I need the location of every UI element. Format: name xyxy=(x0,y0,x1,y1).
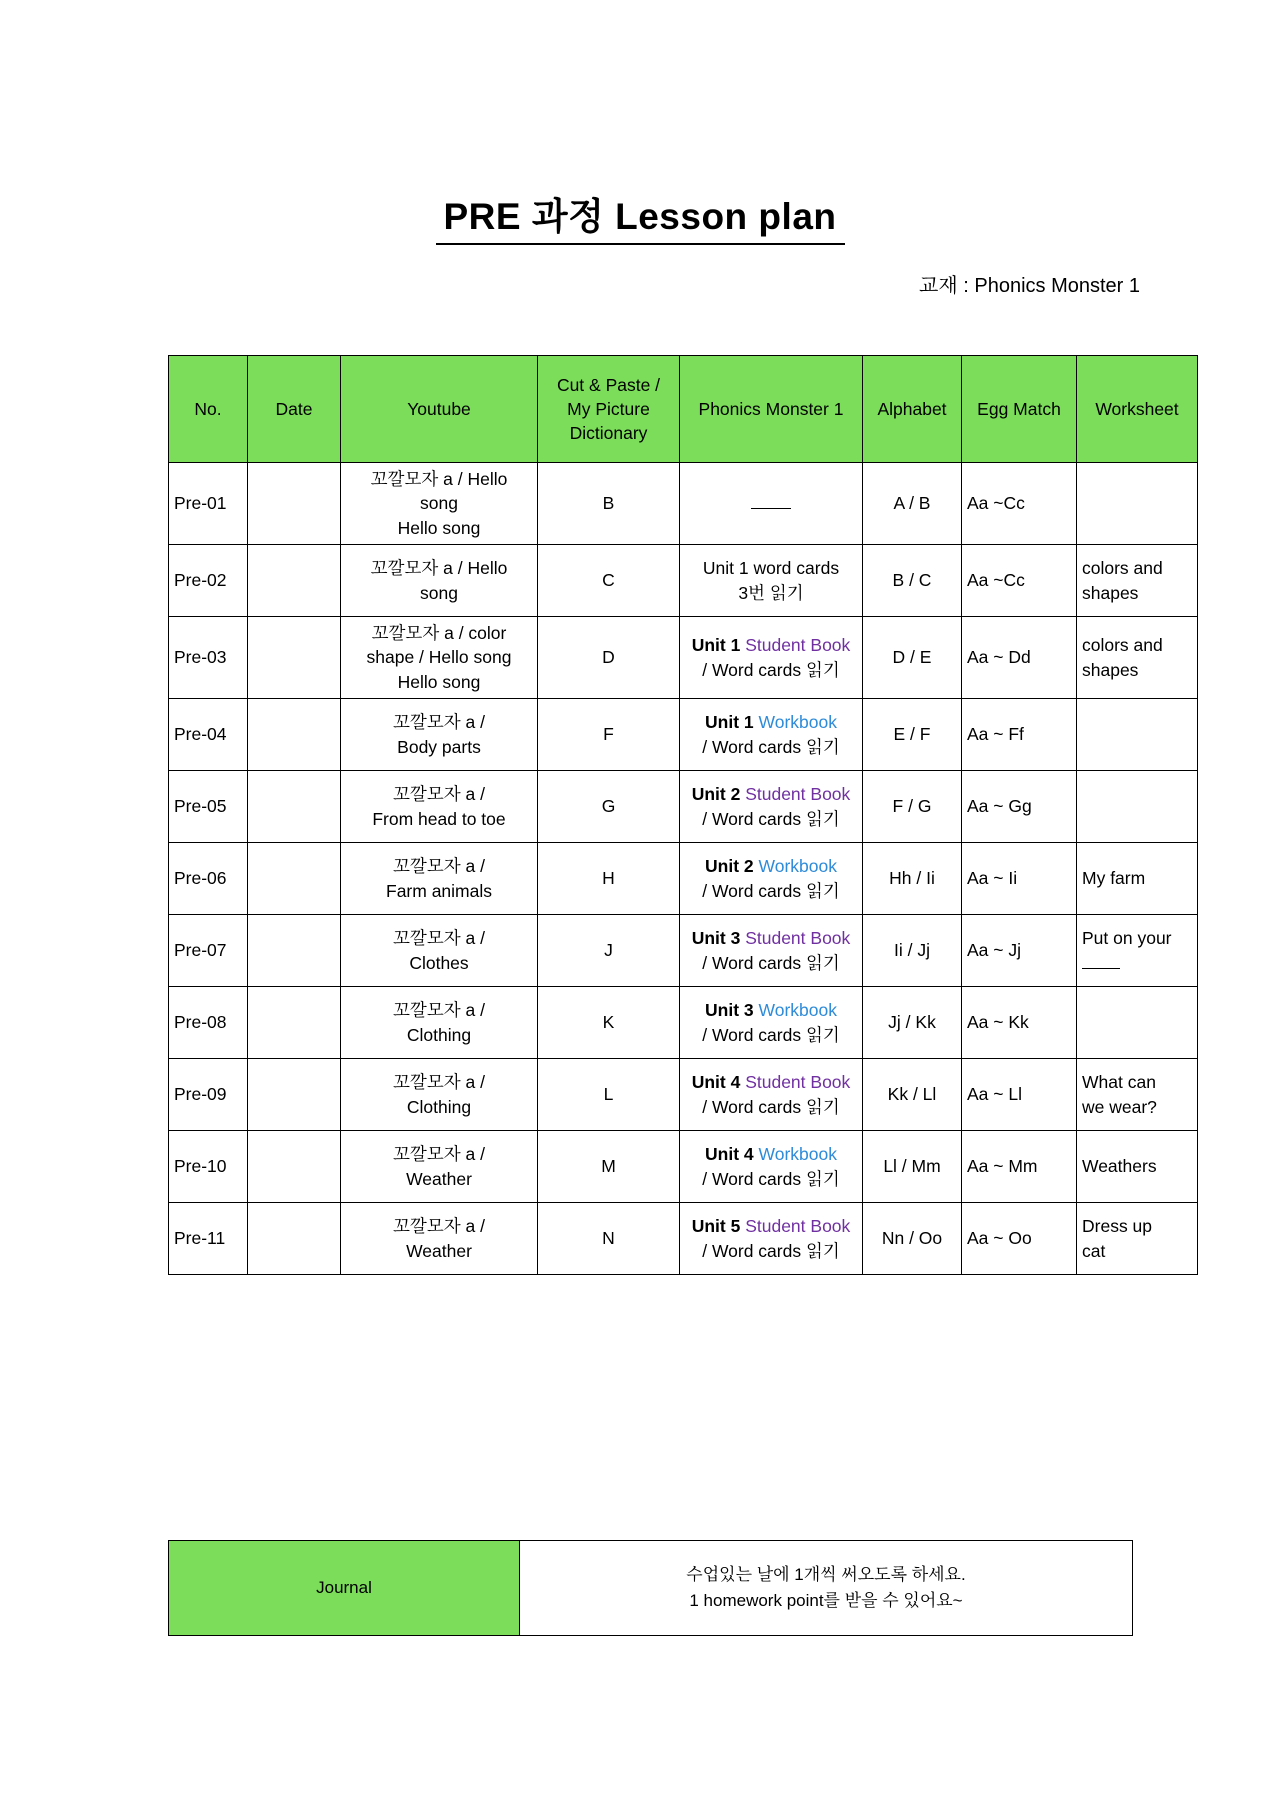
cell-date[interactable] xyxy=(248,617,341,699)
table-row xyxy=(169,771,1198,843)
worksheet-line1: Put on your xyxy=(1082,928,1172,949)
cell-cut-paste: G xyxy=(538,771,680,843)
cell-worksheet xyxy=(1077,617,1198,699)
lesson-plan-table-container xyxy=(168,355,1179,1275)
youtube-line: 꼬깔모자 a / xyxy=(393,1216,485,1237)
table-row xyxy=(169,699,1198,771)
phonics-wordcards-label: / Word cards 읽기 xyxy=(702,1024,840,1045)
youtube-line: Body parts xyxy=(397,736,481,757)
phonics-book-label: Student Book xyxy=(745,784,851,805)
cell-date[interactable] xyxy=(248,1059,341,1131)
cell-cut-paste: L xyxy=(538,1059,680,1131)
table-row xyxy=(169,1131,1198,1203)
youtube-line: song xyxy=(420,582,458,603)
cell-no: Pre-04 xyxy=(169,699,248,771)
lesson-plan-table xyxy=(168,355,1198,1275)
youtube-line: song xyxy=(420,493,458,514)
table-row xyxy=(169,463,1198,545)
phonics-book-label: Student Book xyxy=(745,1072,851,1093)
cell-date[interactable] xyxy=(248,987,341,1059)
phonics-wordcards-label: / Word cards 읽기 xyxy=(702,808,840,829)
youtube-line: Hello song xyxy=(397,517,481,538)
phonics-book-label: Workbook xyxy=(758,1000,837,1021)
cell-cut-paste: B xyxy=(538,463,680,545)
textbook-subtitle: 교재 : Phonics Monster 1 xyxy=(919,274,1140,297)
cell-no: Pre-09 xyxy=(169,1059,248,1131)
cell-cut-paste: F xyxy=(538,699,680,771)
cell-date[interactable] xyxy=(248,1203,341,1275)
cell-alphabet: Nn / Oo xyxy=(863,1203,962,1275)
cell-cut-paste: J xyxy=(538,915,680,987)
youtube-line: 꼬깔모자 a / color xyxy=(371,623,507,644)
cell-egg-match: Aa ~ Dd xyxy=(962,617,1077,699)
cell-worksheet xyxy=(1077,771,1198,843)
phonics-book-label: Student Book xyxy=(745,928,851,949)
phonics-wordcards-label: / Word cards 읽기 xyxy=(702,1168,840,1189)
worksheet-line1: Dress up xyxy=(1082,1216,1153,1237)
phonics-book-label: Student Book xyxy=(745,1216,851,1237)
phonics-unit-label: Unit 3 xyxy=(691,928,741,949)
blank-fill-line xyxy=(751,499,791,509)
phonics-book-label: Student Book xyxy=(745,635,851,656)
youtube-line: 꼬깔모자 a / xyxy=(393,856,485,877)
table-row xyxy=(169,1059,1198,1131)
phonics-book-label: Workbook xyxy=(758,1144,837,1165)
cell-worksheet xyxy=(1077,463,1198,545)
phonics-unit-label: Unit 4 xyxy=(705,1144,754,1165)
cell-phonics-monster xyxy=(680,1059,863,1131)
table-row xyxy=(169,987,1198,1059)
cell-no: Pre-06 xyxy=(169,843,248,915)
header-cut-paste-line2: My Picture xyxy=(567,398,650,419)
cell-alphabet: D / E xyxy=(863,617,962,699)
header-row xyxy=(169,356,1198,463)
cell-egg-match: Aa ~Cc xyxy=(962,545,1077,617)
cell-youtube xyxy=(341,1203,538,1275)
cell-alphabet: B / C xyxy=(863,545,962,617)
cell-date[interactable] xyxy=(248,699,341,771)
youtube-line: Weather xyxy=(406,1240,472,1261)
worksheet-line2: cat xyxy=(1082,1240,1106,1261)
cell-worksheet xyxy=(1077,915,1198,987)
cell-alphabet: Kk / Ll xyxy=(863,1059,962,1131)
phonics-unit-label: Unit 4 xyxy=(691,1072,741,1093)
phonics-line2: 3번 읽기 xyxy=(738,582,804,603)
cell-youtube xyxy=(341,463,538,545)
cell-date[interactable] xyxy=(248,545,341,617)
page-title: PRE 과정 Lesson plan xyxy=(436,196,845,245)
cell-cut-paste: K xyxy=(538,987,680,1059)
phonics-wordcards-label: / Word cards 읽기 xyxy=(702,1240,840,1261)
cell-egg-match: Aa ~ Oo xyxy=(962,1203,1077,1275)
cell-alphabet: Ii / Jj xyxy=(863,915,962,987)
phonics-wordcards-label: / Word cards 읽기 xyxy=(702,1096,840,1117)
cell-worksheet xyxy=(1077,843,1198,915)
header-cut-paste xyxy=(538,356,680,463)
cell-youtube xyxy=(341,545,538,617)
cell-egg-match: Aa ~ Ii xyxy=(962,843,1077,915)
cell-alphabet: A / B xyxy=(863,463,962,545)
worksheet-line1: My farm xyxy=(1082,868,1146,889)
cell-no: Pre-01 xyxy=(169,463,248,545)
table-header xyxy=(169,356,1198,463)
youtube-line: 꼬깔모자 a / Hello xyxy=(370,558,508,579)
table-row xyxy=(169,1203,1198,1275)
cell-egg-match: Aa ~ Mm xyxy=(962,1131,1077,1203)
cell-cut-paste: H xyxy=(538,843,680,915)
youtube-line: 꼬깔모자 a / xyxy=(393,1000,485,1021)
phonics-wordcards-label: / Word cards 읽기 xyxy=(702,952,840,973)
youtube-line: 꼬깔모자 a / Hello xyxy=(370,469,508,490)
cell-alphabet: Jj / Kk xyxy=(863,987,962,1059)
cell-no: Pre-08 xyxy=(169,987,248,1059)
cell-no: Pre-05 xyxy=(169,771,248,843)
phonics-wordcards-label: / Word cards 읽기 xyxy=(702,659,840,680)
cell-alphabet: F / G xyxy=(863,771,962,843)
cell-egg-match: Aa ~ Gg xyxy=(962,771,1077,843)
header-date: Date xyxy=(248,356,341,463)
worksheet-line2: shapes xyxy=(1082,582,1139,603)
table-body xyxy=(169,463,1198,1275)
cell-alphabet: Ll / Mm xyxy=(863,1131,962,1203)
header-cut-paste-line3: Dictionary xyxy=(569,423,648,444)
cell-phonics-monster xyxy=(680,915,863,987)
table-row xyxy=(169,545,1198,617)
cell-no: Pre-03 xyxy=(169,617,248,699)
journal-label: Journal xyxy=(169,1541,520,1636)
cell-youtube xyxy=(341,617,538,699)
cell-cut-paste: D xyxy=(538,617,680,699)
phonics-unit-label: Unit 2 xyxy=(705,856,754,877)
cell-date[interactable] xyxy=(248,843,341,915)
youtube-line: shape / Hello song xyxy=(366,647,512,668)
youtube-line: Clothing xyxy=(406,1096,472,1117)
cell-cut-paste: M xyxy=(538,1131,680,1203)
table-row xyxy=(169,617,1198,699)
youtube-line: From head to toe xyxy=(372,808,506,829)
cell-no: Pre-07 xyxy=(169,915,248,987)
title-area xyxy=(0,0,1280,245)
header-egg-match: Egg Match xyxy=(962,356,1077,463)
youtube-line: Farm animals xyxy=(386,880,492,901)
header-cut-paste-line1: Cut & Paste / xyxy=(556,374,661,395)
header-no: No. xyxy=(169,356,248,463)
youtube-line: Clothing xyxy=(406,1024,472,1045)
cell-phonics-monster xyxy=(680,1203,863,1275)
cell-youtube xyxy=(341,843,538,915)
journal-table xyxy=(168,1540,1133,1636)
table-row xyxy=(169,843,1198,915)
cell-youtube xyxy=(341,699,538,771)
table-row xyxy=(169,915,1198,987)
cell-egg-match: Aa ~Cc xyxy=(962,463,1077,545)
youtube-line: 꼬깔모자 a / xyxy=(393,1072,485,1093)
cell-worksheet xyxy=(1077,1131,1198,1203)
cell-no: Pre-02 xyxy=(169,545,248,617)
youtube-line: 꼬깔모자 a / xyxy=(393,784,485,805)
phonics-book-label: Workbook xyxy=(758,712,837,733)
journal-note-line1: 수업있는 날에 1개씩 써오도록 하세요. xyxy=(686,1564,966,1584)
youtube-line: Weather xyxy=(406,1168,472,1189)
phonics-unit-label: Unit 2 xyxy=(691,784,741,805)
phonics-line1: Unit 1 word cards xyxy=(702,558,840,579)
cell-date[interactable] xyxy=(248,1131,341,1203)
phonics-wordcards-label: / Word cards 읽기 xyxy=(702,736,840,757)
phonics-unit-label: Unit 1 xyxy=(705,712,754,733)
journal-note xyxy=(520,1541,1133,1636)
cell-youtube xyxy=(341,987,538,1059)
cell-phonics-monster xyxy=(680,771,863,843)
cell-cut-paste: C xyxy=(538,545,680,617)
header-worksheet: Worksheet xyxy=(1077,356,1198,463)
worksheet-line1: colors and xyxy=(1082,635,1163,656)
cell-alphabet: Hh / Ii xyxy=(863,843,962,915)
cell-worksheet xyxy=(1077,1203,1198,1275)
cell-egg-match: Aa ~ Ff xyxy=(962,699,1077,771)
cell-phonics-monster xyxy=(680,987,863,1059)
header-phonics-monster: Phonics Monster 1 xyxy=(680,356,863,463)
cell-egg-match: Aa ~ Jj xyxy=(962,915,1077,987)
worksheet-line2: we wear? xyxy=(1082,1096,1157,1117)
cell-alphabet: E / F xyxy=(863,699,962,771)
header-alphabet: Alphabet xyxy=(863,356,962,463)
cell-egg-match: Aa ~ Kk xyxy=(962,987,1077,1059)
cell-phonics-monster xyxy=(680,699,863,771)
phonics-book-label: Workbook xyxy=(758,856,837,877)
youtube-line: Clothes xyxy=(409,952,469,973)
cell-youtube xyxy=(341,1131,538,1203)
phonics-wordcards-label: / Word cards 읽기 xyxy=(702,880,840,901)
cell-worksheet xyxy=(1077,699,1198,771)
header-youtube: Youtube xyxy=(341,356,538,463)
cell-worksheet xyxy=(1077,545,1198,617)
cell-worksheet xyxy=(1077,987,1198,1059)
cell-phonics-monster xyxy=(680,1131,863,1203)
worksheet-line1: colors and xyxy=(1082,558,1163,579)
worksheet-line1: What can xyxy=(1082,1072,1156,1093)
youtube-line: 꼬깔모자 a / xyxy=(393,1144,485,1165)
worksheet-line1: Weathers xyxy=(1082,1156,1157,1177)
journal-table-container xyxy=(168,1540,1133,1636)
cell-date[interactable] xyxy=(248,771,341,843)
journal-row xyxy=(169,1541,1133,1636)
youtube-line: 꼬깔모자 a / xyxy=(393,712,485,733)
youtube-line: Hello song xyxy=(397,671,481,692)
cell-no: Pre-11 xyxy=(169,1203,248,1275)
phonics-unit-label: Unit 5 xyxy=(691,1216,741,1237)
cell-youtube xyxy=(341,771,538,843)
cell-phonics-monster xyxy=(680,545,863,617)
phonics-unit-label: Unit 3 xyxy=(705,1000,754,1021)
cell-youtube xyxy=(341,1059,538,1131)
cell-date[interactable] xyxy=(248,463,341,545)
worksheet-line2: shapes xyxy=(1082,659,1139,680)
cell-phonics-monster xyxy=(680,617,863,699)
cell-no: Pre-10 xyxy=(169,1131,248,1203)
youtube-line: 꼬깔모자 a / xyxy=(393,928,485,949)
phonics-unit-label: Unit 1 xyxy=(691,635,741,656)
cell-worksheet xyxy=(1077,1059,1198,1131)
cell-egg-match: Aa ~ Ll xyxy=(962,1059,1077,1131)
cell-youtube xyxy=(341,915,538,987)
journal-note-line2: 1 homework point를 받을 수 있어요~ xyxy=(689,1591,963,1610)
cell-phonics-monster xyxy=(680,843,863,915)
cell-phonics-monster xyxy=(680,463,863,545)
worksheet-blank-line xyxy=(1082,959,1120,969)
cell-date[interactable] xyxy=(248,915,341,987)
cell-cut-paste: N xyxy=(538,1203,680,1275)
